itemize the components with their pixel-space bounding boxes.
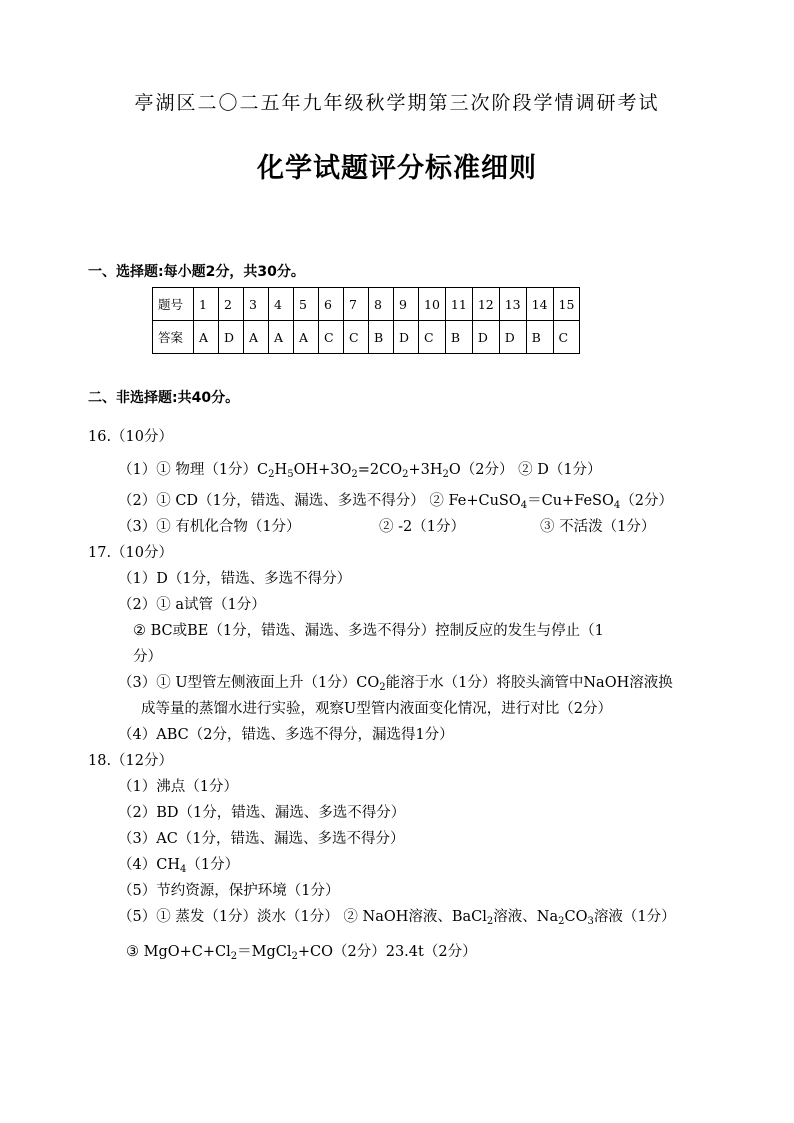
q17-line-1: （1）D（1分，错选、多选不得分） [118, 571, 352, 587]
table-cell: A [194, 321, 219, 354]
table-cell: A [269, 321, 294, 354]
q17-line-4-cont: 成等量的蒸馏水进行实验，观察U型管内液面变化情况，进行对比（2分） [141, 701, 612, 717]
q18-line-2: （2）BD（1分，错选、漏选、多选不得分） [118, 805, 406, 821]
q16-line-3c: ③ 不活泼（1分） [540, 519, 656, 535]
table-cell: 14 [526, 288, 553, 321]
q17-line-4: （3）① U型管左侧液面上升（1分）$CO_2$能溶于水（1分）将胶头滴管中NaOH溶液换 [118, 675, 673, 693]
table-cell: C [553, 321, 580, 354]
q18-line-5: （5）节约资源，保护环境（1分） [118, 883, 340, 899]
table-cell: C [344, 321, 369, 354]
table-cell: 9 [394, 288, 419, 321]
q16-line-2: （2）① CD（1分，错选、漏选、多选不得分） ② Fe+CuSO$_4$＝Cu+FeSO$_4$（2分） [118, 493, 673, 511]
q17-line-2: （2）① a试管（1分） [118, 597, 266, 613]
table-row-numbers [153, 288, 580, 321]
q17-line-5: （4）ABC（2分，错选、多选不得分，漏选得1分） [118, 727, 454, 743]
table-cell: B [526, 321, 553, 354]
doc-title: 化学试题评分标准细则 [257, 153, 537, 184]
q16-line-3a: （3）① 有机化合物（1分） [118, 519, 301, 535]
table-cell: 4 [269, 288, 294, 321]
q18-line-6: （5）① 蒸发（1分）淡水（1分） ② NaOH溶液、BaCl$_2$溶液、$Na_2CO_3$溶液（1分） [118, 909, 676, 927]
q18-line-7: ③ $MgO+C+Cl_2=MgCl_2+CO(2$分）23.4t（2分） [126, 944, 477, 962]
table-cell: 13 [499, 288, 526, 321]
table-cell: 10 [419, 288, 446, 321]
table-cell: B [445, 321, 472, 354]
table-cell: 5 [294, 288, 319, 321]
table-row-answers [153, 321, 580, 354]
q17-heading: 17.（10分） [88, 545, 174, 561]
table-cell: 7 [344, 288, 369, 321]
q16-line-1: （1）① 物理（1分）$C_2H_5OH+3O_2=2CO_2+3H_2O(2$分） ② D（1分） [118, 462, 602, 480]
table-cell: C [319, 321, 344, 354]
row-label-question: 题号 [153, 288, 194, 321]
answer-table [152, 287, 580, 354]
q17-line-3: ② BC或BE（1分，错选、漏选、多选不得分）控制反应的发生与停止（1 [133, 623, 604, 639]
table-cell: C [419, 321, 446, 354]
table-cell: 8 [369, 288, 394, 321]
q16-line-3b: ② -2（1分） [379, 519, 465, 535]
table-cell: B [369, 321, 394, 354]
row-label-answer: 答案 [153, 321, 194, 354]
table-cell: D [472, 321, 499, 354]
q18-line-4: $(4)CH_4(1$分） [118, 857, 240, 875]
table-cell: D [219, 321, 244, 354]
section1-title: 一、选择题:每小题2分，共30分。 [88, 264, 305, 280]
q18-heading: 18.（12分） [88, 753, 174, 769]
table-cell: 1 [194, 288, 219, 321]
table-cell: A [244, 321, 269, 354]
table-cell: D [394, 321, 419, 354]
table-cell: A [294, 321, 319, 354]
section2-title: 二、非选择题:共40分。 [88, 390, 240, 406]
q18-line-3: （3）AC（1分，错选、漏选、多选不得分） [118, 831, 405, 847]
table-cell: 15 [553, 288, 580, 321]
table-cell: D [499, 321, 526, 354]
exam-title: 亭湖区二〇二五年九年级秋学期第三次阶段学情调研考试 [134, 92, 660, 114]
table-cell: 12 [472, 288, 499, 321]
table-cell: 2 [219, 288, 244, 321]
table-cell: 3 [244, 288, 269, 321]
q16-heading: 16.（10分） [88, 429, 174, 445]
q18-line-1: （1）沸点（1分） [118, 779, 238, 795]
q17-line-3-cont: 分） [133, 649, 162, 665]
table-cell: 11 [445, 288, 472, 321]
table-cell: 6 [319, 288, 344, 321]
